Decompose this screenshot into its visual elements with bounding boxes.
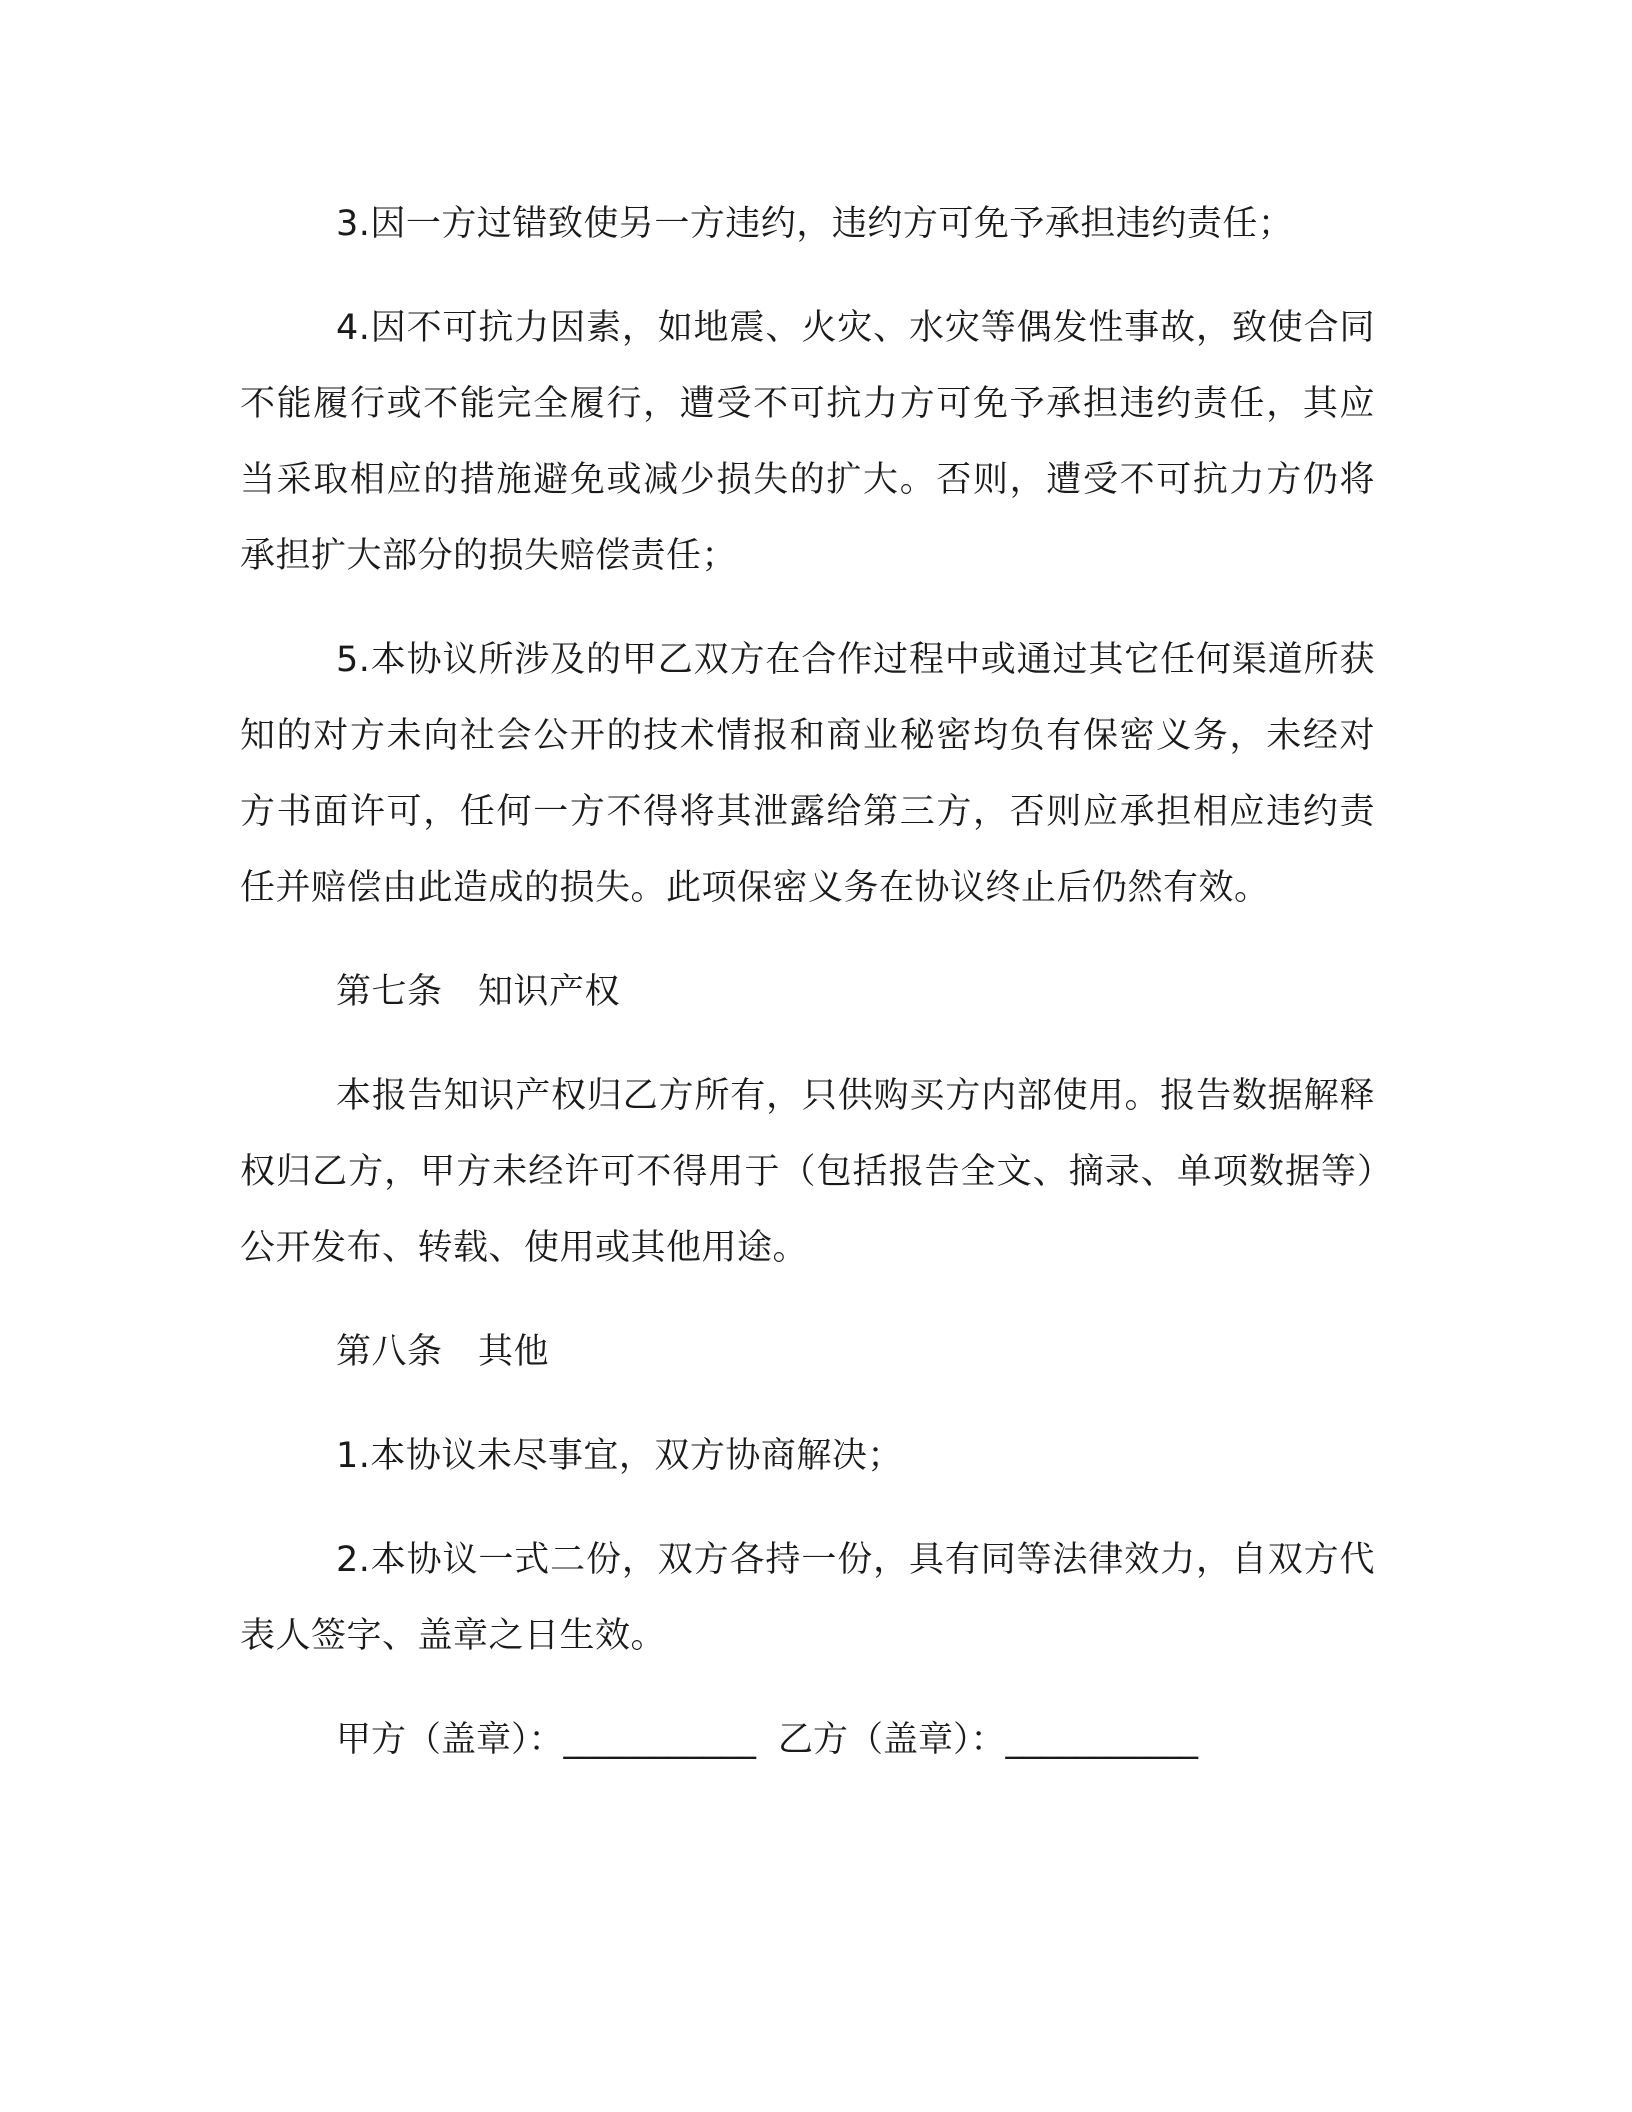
- clause-4-force-majeure: 4.因不可抗力因素，如地震、火灾、水灾等偶发性事故，致使合同不能履行或不能完全履行，遭受不可抗力方可免予承担违约责任，其应当采取相应的措施避免或减少损失的扩大。否则，遭受不可抗力方仍将承担扩大部分的损失赔偿责任；: [240, 308, 1375, 576]
- party-b-seal-label: 乙方（盖章）：___________: [778, 1720, 1199, 1760]
- article-8-clause-2: 2.本协议一式二份，双方各持一份，具有同等法律效力，自双方代表人签字、盖章之日生效。: [240, 1540, 1375, 1656]
- article-8-clause-1: 1.本协议未尽事宜，双方协商解决；: [336, 1436, 903, 1476]
- article-8-heading: 第八条 其他: [336, 1332, 550, 1372]
- article-7-heading: 第七条 知识产权: [336, 972, 621, 1012]
- party-a-seal-label: 甲方（盖章）：___________: [336, 1720, 757, 1760]
- signature-line: [240, 1702, 1375, 1778]
- article-7-ip-text: 本报告知识产权归乙方所有，只供购买方内部使用。报告数据解释权归乙方，甲方未经许可不得用于（包括报告全文、摘录、单项数据等）公开发布、转载、使用或其他用途。: [240, 1076, 1375, 1268]
- clause-3-breach-exemption: 3.因一方过错致使另一方违约，违约方可免予承担违约责任；: [336, 204, 1294, 244]
- document-body: [240, 186, 1375, 1778]
- clause-5-confidentiality: 5.本协议所涉及的甲乙双方在合作过程中或通过其它任何渠道所获知的对方未向社会公开的技术情报和商业秘密均负有保密义务，未经对方书面许可，任何一方不得将其泄露给第三方，否则应承担相应违约责任并赔偿由此造成的损失。此项保密义务在协议终止后仍然有效。: [240, 640, 1375, 908]
